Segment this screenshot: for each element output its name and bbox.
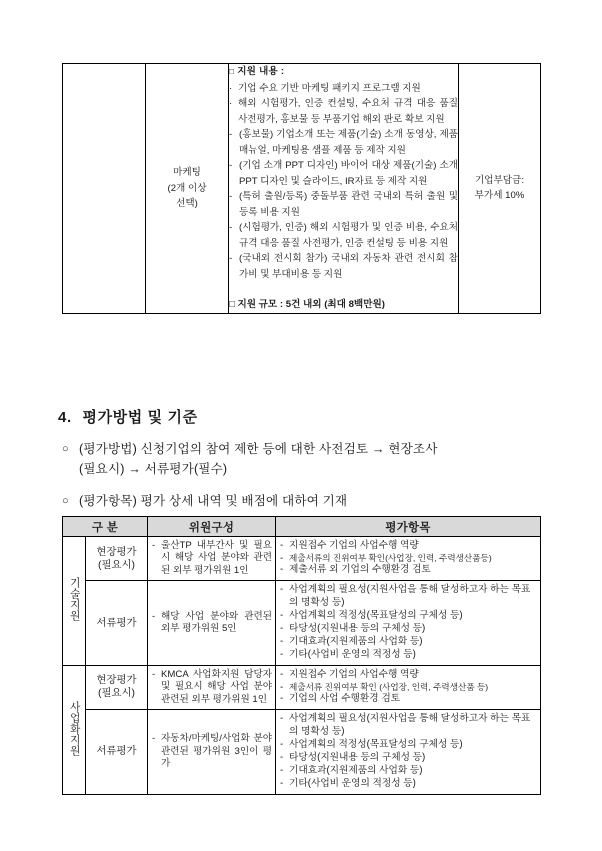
group-label-commercialization-support: 사업화지원 — [63, 665, 86, 794]
list-item-text: 해당 사업 분야와 관련된 외부 평가위원 5인 — [161, 610, 273, 635]
list-item-text: 해외 시험평가, 인증 컨설팅, 수요처 규격 대응 품질 사전평가, 홍보물 등 부품기업 해외 판로 확보 지원 — [238, 98, 458, 125]
support-scale-line — [229, 297, 458, 313]
dash-icon: - — [280, 584, 284, 596]
list-item — [280, 682, 537, 693]
list-item-text: 제출서류의 진위여부 확인(사업장, 인력, 주력생산품등) — [289, 552, 492, 563]
dash-icon: - — [280, 713, 284, 725]
dash-icon: - — [280, 648, 284, 660]
list-item — [229, 251, 458, 282]
category-cell — [146, 64, 229, 314]
page-title — [58, 406, 198, 427]
dash-icon: - — [229, 222, 233, 234]
eval-kind-line-1: 현장평가 — [96, 675, 137, 687]
eval-items-list — [276, 710, 540, 793]
eval-items-list — [276, 666, 540, 709]
eval-kind-cell — [86, 710, 148, 794]
list-item-text: (홍보물) 기업소개 또는 제품(기술) 소개 동영상, 제품 매뉴얼, 마케팅용 샘플 제품 등 제작 지원 — [239, 129, 458, 156]
committee-cell — [148, 537, 276, 581]
eval-kind-cell — [86, 537, 148, 581]
dash-icon: - — [280, 738, 284, 750]
section-title-text: 평가방법 및 기준 — [82, 409, 198, 426]
eval-items-cell — [276, 581, 541, 665]
table-row — [63, 665, 541, 709]
bullet-line-2: (필요시) → 서류평가(필수) — [79, 461, 228, 476]
list-item-text: (특허 출원/등록) 중돌부품 관련 국내외 특허 출원 및 등록 비용 지원 — [239, 191, 458, 218]
dash-icon: - — [229, 191, 233, 203]
list-item-text: 타당성(지원내용 등의 구체성 등) — [289, 751, 426, 763]
list-item-text: 타당성(지원내용 등의 구체성 등) — [289, 623, 426, 635]
circle-bullet-icon: ○ — [62, 443, 69, 455]
list-item-text: 사업계획의 적정성(목표달성의 구체성 등) — [289, 610, 463, 622]
eval-items-cell — [276, 665, 541, 709]
list-item-text: 제출서류 진위여부 확인 (사업장, 인력, 주력생산품 등) — [289, 681, 489, 692]
list-item — [280, 713, 537, 739]
dash-icon: - — [280, 693, 284, 705]
dash-icon: - — [280, 635, 284, 647]
middot-item-list — [229, 81, 458, 128]
list-item-text: 사업계획의 적정성(목표달성의 구체성 등) — [289, 738, 463, 750]
circle-bullet-icon: ○ — [62, 495, 69, 507]
list-item-text: 자동차/마케팅/사업화 분야 관련된 평가위원 3인이 평가 — [161, 733, 273, 770]
list-item — [280, 739, 537, 752]
list-item — [229, 220, 458, 251]
table-row — [63, 537, 541, 581]
dash-icon: - — [152, 668, 156, 680]
program-name-cell — [63, 64, 146, 314]
dash-icon: - — [152, 733, 156, 745]
column-header-committee: 위원구성 — [148, 517, 276, 537]
category-line-3: 선택) — [176, 198, 198, 210]
eval-kind-line-1: 현장평가 — [96, 546, 137, 558]
eval-kind-line-2: (필요시) — [97, 559, 136, 571]
column-header-division: 구 분 — [63, 517, 148, 537]
dash-icon: - — [229, 160, 233, 172]
eval-items-list — [276, 537, 540, 580]
list-item — [280, 765, 537, 778]
support-content-cell — [229, 64, 459, 314]
list-item-text: 사업계획의 필요성(지원사업을 통해 달성하고자 하는 목표의 명확성 등) — [289, 713, 531, 738]
dash-icon: - — [280, 540, 284, 552]
square-bullet-icon: □ — [229, 66, 235, 76]
list-item — [280, 610, 537, 623]
dash-icon: - — [280, 552, 284, 564]
evaluation-criteria-table — [62, 516, 541, 795]
list-item — [280, 553, 537, 564]
committee-cell — [148, 665, 276, 709]
list-item-text: 사업계획의 필요성(지원사업을 통해 달성하고자 하는 목표의 명확성 등) — [289, 584, 531, 609]
table-row — [63, 581, 541, 665]
burden-line-2: 부가세 10% — [474, 190, 525, 202]
table-row — [63, 64, 541, 314]
list-item — [280, 584, 537, 610]
list-item — [229, 127, 458, 158]
middot-icon: · — [229, 98, 233, 110]
bullet-text — [62, 492, 542, 512]
committee-list — [148, 666, 275, 709]
column-header-items: 평가항목 — [276, 517, 541, 537]
dash-item-list — [229, 127, 458, 282]
list-item-text: 제출서류 외 기업의 수행환경 검토 — [289, 564, 431, 576]
list-item — [280, 564, 537, 577]
list-item — [280, 649, 537, 662]
eval-items-cell — [276, 537, 541, 581]
dash-icon: - — [280, 777, 284, 789]
list-item-text: (국내외 전시회 참가) 국내외 자동차 관련 전시회 참가비 및 부대비용 등 지원 — [239, 253, 458, 280]
eval-kind-cell — [86, 581, 148, 665]
list-item — [280, 693, 537, 706]
bullet-evaluation-method — [62, 440, 542, 479]
list-item — [229, 81, 458, 97]
dash-icon: - — [280, 751, 284, 763]
bullet-text — [62, 440, 542, 479]
list-item-text: 기타(사업비 운영의 적정성 등) — [289, 777, 416, 789]
dash-icon: - — [229, 129, 233, 141]
eval-items-cell — [276, 710, 541, 794]
committee-list — [148, 608, 275, 639]
dash-icon: - — [280, 764, 284, 776]
list-item-text: 울산TP 내부간사 및 필요시 해당 사업 분야와 관련된 외부 평가위원 1인 — [161, 540, 273, 576]
eval-kind-line-2: (필요시) — [97, 688, 136, 700]
table-header-row — [63, 517, 541, 537]
list-item-text: 기대효과(지원제품의 사업화 등) — [289, 635, 423, 647]
list-item-text: 기타(사업비 운영의 적정성 등) — [289, 648, 416, 660]
middot-icon: · — [229, 82, 233, 94]
burden-line-1: 기업부담금: — [474, 174, 524, 186]
list-item — [280, 752, 537, 765]
square-bullet-icon: □ — [229, 299, 235, 311]
bullet-line-1: (평가항목) 평가 상세 내역 및 배점에 대하여 기재 — [79, 494, 348, 508]
list-item-text: KMCA 사업화지원 담당자 및 필요시 해당 사업 분야 관련된 외부 평가위원 1인 — [161, 668, 273, 705]
list-item — [280, 540, 537, 553]
list-item — [280, 636, 537, 649]
eval-kind-line-1: 서류평가 — [96, 746, 137, 758]
eval-items-list — [276, 581, 540, 664]
dash-icon: - — [280, 668, 284, 680]
company-burden-cell — [459, 64, 541, 314]
dash-icon: - — [280, 681, 284, 693]
list-item — [229, 189, 458, 220]
support-content-title-text: 지원 내용 : — [237, 66, 285, 77]
dash-icon: - — [280, 564, 284, 576]
dash-icon: - — [152, 540, 156, 551]
list-item — [229, 96, 458, 127]
list-item-text: 지원접수 기업의 사업수행 역량 — [289, 668, 419, 680]
list-item-text: 기대효과(지원제품의 사업화 등) — [289, 764, 423, 776]
list-item — [152, 540, 272, 577]
committee-cell — [148, 581, 276, 665]
list-item-text: (시험평가, 인증) 해외 시험평가 및 인증 비용, 수요처 규격 대응 품질 사전평가, 인증 컨설팅 등 비용 지원 — [239, 222, 458, 249]
bullet-evaluation-items — [62, 492, 542, 512]
list-item-text: 지원접수 기업의 사업수행 역량 — [289, 540, 419, 552]
list-item — [280, 778, 537, 791]
eval-kind-cell — [86, 665, 148, 709]
eval-kind-line-1: 서류평가 — [96, 617, 137, 629]
list-item-text: 기업 수요 기반 마케팅 패키지 프로그램 지원 — [238, 82, 421, 94]
dash-icon: - — [229, 253, 233, 265]
dash-icon: - — [280, 610, 284, 622]
committee-list — [148, 730, 275, 773]
section-number: 4. — [58, 409, 72, 426]
support-scale-text: 지원 규모 : 5건 내외 (최대 8백만원) — [237, 299, 385, 311]
committee-cell — [148, 710, 276, 794]
committee-list — [148, 537, 275, 580]
list-item — [152, 611, 272, 636]
dash-icon: - — [152, 610, 156, 622]
list-item — [152, 669, 272, 706]
list-item — [280, 669, 537, 682]
category-line-2: (2개 이상 — [167, 182, 207, 194]
list-item — [280, 623, 537, 636]
list-item — [152, 733, 272, 770]
list-item — [229, 158, 458, 189]
list-item-text: (기업 소개 PPT 디자인) 바이어 대상 제품(기술) 소개 PPT 디자인 및 슬라이드, IR자료 등 제작 지원 — [239, 160, 458, 187]
group-label-technical-support: 기술지원 — [63, 537, 86, 666]
list-item-text: 기업의 사업 수행환경 검토 — [289, 693, 401, 705]
dash-icon: - — [280, 623, 284, 635]
spacer — [229, 282, 458, 295]
support-content-table — [62, 63, 541, 314]
bullet-line-1: (평가방법) 신청기업의 참여 제한 등에 대한 사전검토 → 현장조사 — [79, 442, 438, 456]
category-line-1: 마케팅 — [173, 167, 201, 179]
table-row — [63, 710, 541, 794]
support-content-title — [229, 64, 458, 80]
